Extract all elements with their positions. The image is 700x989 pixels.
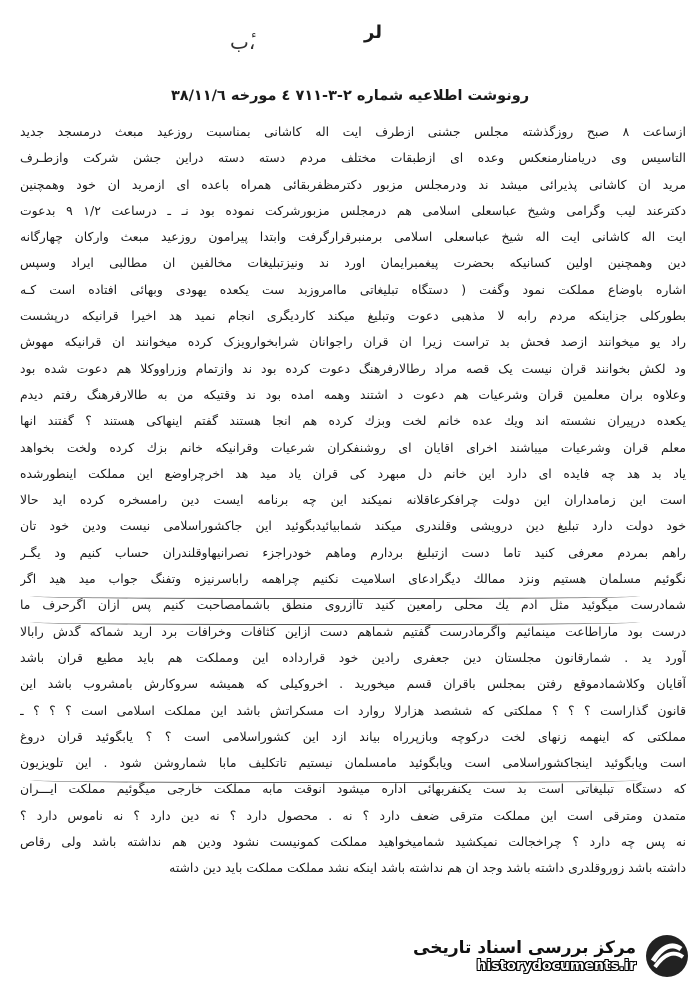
body-line: ازساعت ۸ صبح روزگذشته مجلس جشنی ازطرف ایت اله کاشانی بمناسبت روزعید مبعث درمسجد جدید (20, 124, 686, 139)
watermark (413, 933, 690, 979)
body-line: مملکتی که اینهمه زنهای لخت درکوچه وبازپرراه بیاند ازد این کشوراسلامی است ؟ ؟ یابگوئید قران دروغ (20, 728, 686, 744)
body-line: بطورکلی جزاینکه مردم رابه لا مذهبی دعوت وتبلیغ میکند کاردیگری انجام نمید هد اخیرا قرانیکه درپشست (20, 308, 686, 324)
handwritten-underline (30, 592, 640, 599)
body-line: آورد ید . شمارقانون مجلستان دین جعفری رادین خود قرارداده این ومملکت هم باید مطیع قران باشد (20, 649, 686, 665)
handwritten-underline (30, 776, 640, 783)
page-mark: لر (364, 22, 382, 43)
body-line: نه پس چه دارد ؟ چراخجالت نمیکشید شمامیخواهید مملکت کمونیست نشود ودین هم نداشته باشد ولی رقاص (20, 834, 686, 850)
body-line: معلم قران وشرعیات میباشند اخرای اقایان ای روشنفکران شرعیات وقرانیکه خانم بزك کرده ولخت بخواهد (20, 439, 686, 455)
body-line: که دستگاه تبلیغاتی است بد ست یکنفربهائی اداره میشود انوقت مابه مملکت خارجی میگوئیم مملکت ایـــران (20, 781, 686, 797)
body-line: متمدن ومترقی است این مملکت مترقی ضعف دارد ؟ نه . محصول دارد ؟ نه دین دارد ؟ نه ناموس دارد ؟ (20, 807, 686, 823)
body-line: یاد بد هد چه فایده ای دارد این خانم دل مبهرد کی قران یاد مید هد اخرچراوضع این مملکت اینطورشده (20, 465, 686, 481)
body-line: دین وهمچنین اولین کسانیکه بحضرت پیغمبرایمان اورد ند ونیزتبلیغات مخالفین ان مطالبی ایراد وسپس (20, 255, 686, 271)
body-line: راد یو میخوانند ازصد فحش بد تراست زیرا ان قران راجوانان شرابخوارویزک کرده میخوانند ان قرانیکه مهوش (20, 334, 686, 350)
body-line: درست بود ماراطاعت مینمائیم واگرمادرست گفتیم شماهم دست ازاین کثافات وخرافات برد ارید شماکه گدش رابالا (20, 623, 686, 639)
body-line: داشته باشد زوروقلدری داشته باشد وجد ان هم نداشته باشد اینکه نشد مملکت مملکت باید دین داشته (169, 860, 686, 876)
handwritten-scribble: ب،ٔ (230, 30, 256, 54)
body-line: یکعده درپیران نشسته اند ویك عده خانم لخت وبزك کرده هم انجا هستند گفتم اینهاکی هستند ؟ گفتند انها (20, 413, 686, 429)
handwritten-underline (30, 618, 640, 625)
watermark-site: historydocuments.ir (476, 958, 636, 974)
body-line: اشاره باوضاع مملکت نمود وگفت ( دستگاه تبلیغاتی ماامروزبد ست یکعده یهودی وبهائی افتاده است کـه (20, 281, 686, 297)
body-line: نگوئیم مسلمان هستیم ونزد ممالك دیگرادعای اسلامیت نکنیم چراهمه راباسرنیزه وتفنگ جواب مید هید اگر (20, 571, 686, 587)
body-line: شمادرست میگوئید مثل ادم یك محلی رامعین کنید تاازروی منطق باشمامصاحبت کنیم پس ازان اگرحرف ما (20, 597, 686, 613)
body-line: خود دولت دارد تبلیغ دین درویشی وقلندری میکند شمابیائیدبگوئید این جاکشوراسلامی نیست ودین خود تان (20, 518, 686, 534)
body-line: دکترعند لیب وگرامی وشیخ عباسعلی اسلامی هم درمجلس مزبورشرکت نموده بود نـ ـ درساعت ۱/۲ ۹ بدعوت (20, 202, 686, 218)
body-line: آقایان وکلاشمادموقع رفتن بمجلس باقران قسم میخورید . اخروکیلی که همیشه سروکارش بامشروب باشد این (20, 676, 686, 692)
body-line: مرید ان کاشانی پذیرائی میشد ند ودرمجلس مزبور دکترمظفربقائی همراه باعده ای ازمرید ان خود وهمچنین (20, 176, 686, 192)
body-line: التاسیس وی دریامنارمنعکس وعده ای ازطبقات مختلف مردم دسته دسته دراین جشن شرکت وازطـرف (20, 150, 686, 166)
body-line: ود لکش بخوانند قران نیست یک قصه مراد رطالارفرهنگ دعوت کرده بود ند وازتمام وزراووکلا هم دعوت شده بود (20, 360, 686, 376)
body-line: ایت اله کاشانی ایت اله شیخ عباسعلی اسلامی برمنبرقرارگرفت وابتدا پیرامون روزعید مبعث وارکان چهارگانه (20, 229, 686, 245)
body-line: راهم بمردم معرفی کنید تاما دست ازتبلیغ بردارم وماهم خودراجزء نصرانیهاوقلندران حساب کنیم ود یگـر (20, 544, 686, 560)
body-line: است این زمامداران این دولت چرافکرعاقلانه نمیکند این چه برنامه ایست دین رامسخره کرده اید حالا (20, 492, 686, 508)
watermark-name: مرکز بررسی اسناد تاریخی (413, 938, 636, 958)
body-line: وعلاوه بران معلمین قران وشرعیات هم دعوت د اشتند وهمه امده بود ند وقتیکه من به طالارفرهنگ رفتم دیدم (20, 386, 686, 402)
body-line: است ویابگوئید اینجاکشوراسلامی است ویابگوئید مامسلمان نیستیم تاتکلیف مابا شماروشن شود . این تلویزیون (20, 755, 686, 771)
document-title: رونوشت اطلاعیه شماره ۲-۳-۷۱۱ ٤ مورخه ۳۸/۱۱/٦ (170, 88, 530, 104)
archive-logo-icon (644, 933, 690, 979)
document-body (20, 119, 686, 882)
body-line: قانون گذاراست ؟ ؟ ؟ مملکتی که ششصد هزارلا روارد ات مسکراتش باشد این مملکت اسلامی است ؟ ؟ ؟ ـ (20, 702, 686, 718)
